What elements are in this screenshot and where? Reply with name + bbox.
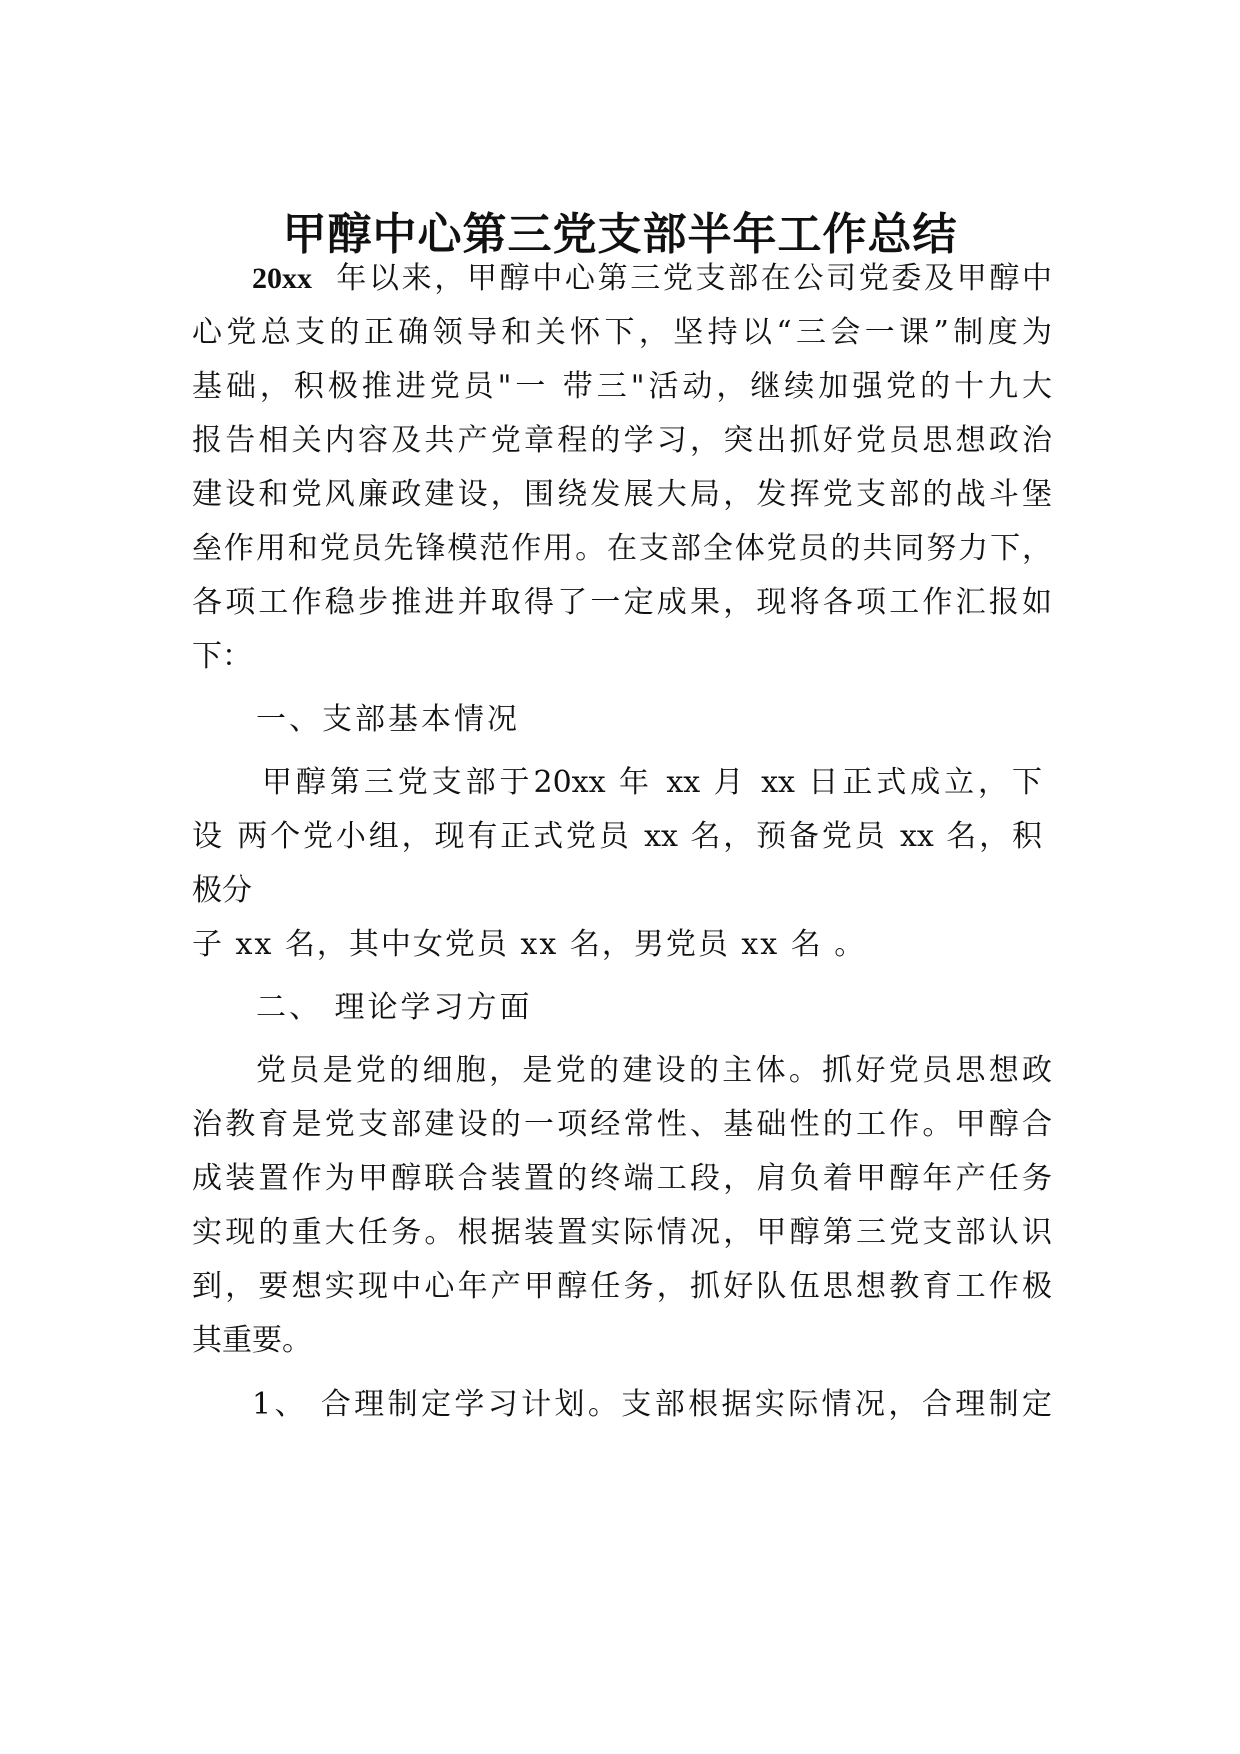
section-1-line-1: 甲醇第三党支部于20xx 年 xx 月 xx 日正式成立，下 [262, 765, 1042, 800]
intro-year: 20xx [252, 262, 312, 295]
section-1-heading: 一、支部基本情况 [256, 702, 520, 737]
intro-line-6: 垒作用和党员先锋模范作用。在支部全体党员的共同努力下， [192, 531, 1052, 566]
intro-line-8: 下： [192, 639, 252, 674]
page-title: 甲醇中心第三党支部半年工作总结 [282, 209, 958, 260]
intro-line-7: 各项工作稳步推进并取得了一定成果，现将各项工作汇报如 [192, 585, 1052, 620]
intro-line-1 [252, 256, 1052, 302]
section-2-item-1: 1、 合理制定学习计划。支部根据实际情况，合理制定 [252, 1387, 1052, 1422]
section-2-line-1: 党员是党的细胞，是党的建设的主体。抓好党员思想政 [256, 1053, 1052, 1088]
section-2-line-5: 到，要想实现中心年产甲醇任务，抓好队伍思想教育工作极 [192, 1269, 1052, 1304]
section-2-line-6: 其重要。 [192, 1323, 312, 1358]
section-2-heading: 二、 理论学习方面 [256, 990, 533, 1025]
section-1-line-2: 设 两个党小组，现有正式党员 xx 名，预备党员 xx 名，积 [192, 819, 1042, 854]
section-2-line-3: 成装置作为甲醇联合装置的终端工段，肩负着甲醇年产任务 [192, 1161, 1052, 1196]
intro-line-3: 基础，积极推进党员"一 带三"活动，继续加强党的十九大 [192, 369, 1052, 404]
section-2-line-4: 实现的重大任务。根据装置实际情况，甲醇第三党支部认识 [192, 1215, 1052, 1250]
section-1-line-4: 子 xx 名，其中女党员 xx 名，男党员 xx 名 。 [192, 927, 867, 962]
intro-line-5: 建设和党风廉政建设，围绕发展大局，发挥党支部的战斗堡 [192, 477, 1052, 512]
section-2-line-2: 治教育是党支部建设的一项经常性、基础性的工作。甲醇合 [192, 1107, 1052, 1142]
intro-line-4: 报告相关内容及共产党章程的学习，突出抓好党员思想政治 [192, 423, 1052, 458]
intro-line-1-text: 年以来，甲醇中心第三党支部在公司党委及甲醇中 [336, 261, 1052, 296]
intro-line-2: 心党总支的正确领导和关怀下，坚持以“三会一课”制度为 [192, 315, 1052, 350]
section-1-line-3: 极分 [192, 873, 252, 908]
